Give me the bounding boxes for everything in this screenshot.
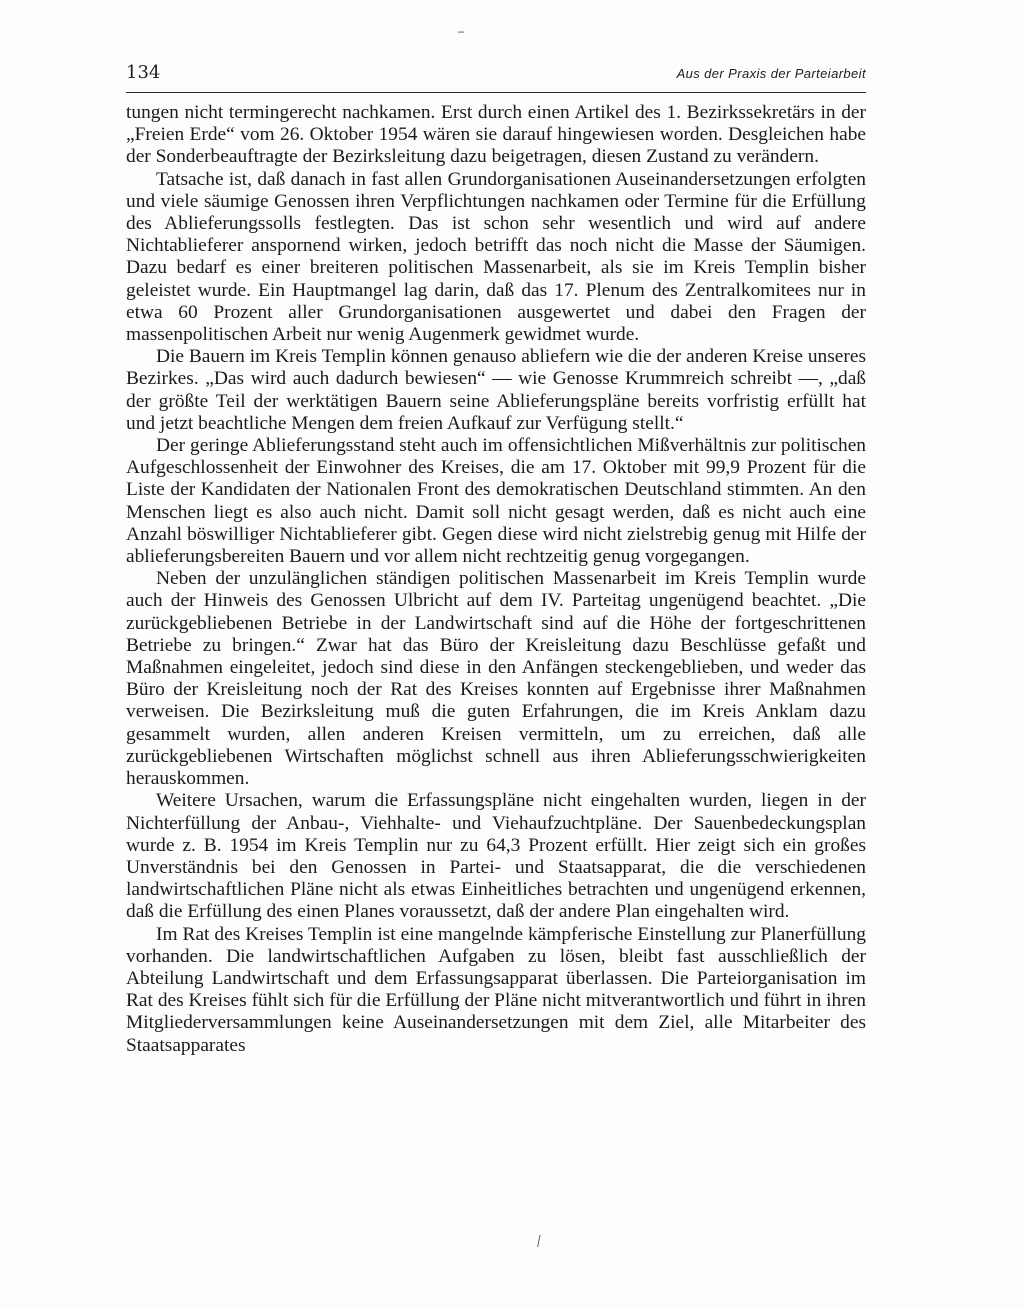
scan-mark-bottom: ⁄ — [535, 1234, 544, 1250]
running-head: Aus der Praxis der Parteiarbeit — [676, 66, 866, 81]
page-header — [126, 62, 866, 93]
paragraph-4: Der geringe Ablieferungsstand steht auch im offensichtlichen Mißverhältnis zur politischen Aufgeschlossenheit der Einwohner des Kreises, die am 17. Oktober mit 99,9 Prozent für die Liste der Kandidaten der Nationalen Front des demokratischen Deutschland stimmten. An den Menschen liegt es also auch nicht. Damit soll nicht gesagt werden, daß es nicht auch eine Anzahl böswilliger Nichtablieferer gibt. Gegen diese wird nicht zielstrebig genug mit Hilfe der ablieferungsbereiten Bauern und vor allem nicht rechtzeitig genug vorgegangen. — [126, 435, 866, 568]
page-number: 134 — [126, 62, 161, 83]
paragraph-3: Die Bauern im Kreis Templin können genauso abliefern wie die der anderen Kreise unseres Bezirkes. „Das wird auch dadurch bewiesen“ — wie Genosse Krummreich schreibt —, „daß der größte Teil der werktätigen Bauern seine Ablieferungspläne bereits vorfristig erfüllt hat und jetzt beachtliche Mengen dem freien Aufkauf zur Verfügung stellt.“ — [126, 346, 866, 434]
body-text — [126, 102, 866, 1057]
paragraph-2: Tatsache ist, daß danach in fast allen Grundorganisationen Auseinandersetzungen erfolgten und viele säumige Genossen ihren Verpflichtungen nachkamen oder Termine für die Erfüllung des Ablieferungssolls festlegten. Das ist schon sehr wesentlich und wird auf andere Nichtablieferer anspornend wirken, jedoch betrifft das noch nicht die Masse der Säumigen. Dazu bedarf es einer breiteren politischen Massenarbeit, als sie im Kreis Templin bisher geleistet wurde. Ein Hauptmangel lag darin, daß das 17. Plenum des Zentralkomitees nur in etwa 60 Prozent aller Grundorganisationen ausgewertet und dabei den Fragen der massenpolitischen Arbeit nur wenig Augenmerk gewidmet wurde. — [126, 168, 866, 346]
scan-mark: ‾ — [458, 30, 464, 44]
paragraph-6: Weitere Ursachen, warum die Erfassungspläne nicht eingehalten wurden, liegen in der Nichterfüllung der Anbau-, Viehhalte- und Viehaufzuchtpläne. Der Sauenbedeckungsplan wurde z. B. 1954 im Kreis Templin nur zu 64,3 Prozent erfüllt. Hier zeigt sich ein großes Unverständnis bei den Genossen in Partei- und Staatsapparat, die die verschiedenen landwirtschaftlichen Pläne nicht als etwas Einheitliches betrachten und ungenügend erkennen, daß die Erfüllung des einen Planes voraussetzt, daß der andere Plan eingehalten wird. — [126, 790, 866, 923]
paragraph-7: Im Rat des Kreises Templin ist eine mangelnde kämpferische Einstellung zur Planerfüllung vorhanden. Die landwirtschaftlichen Aufgaben zu lösen, bleibt fast ausschließlich der Abteilung Landwirtschaft und dem Erfassungsapparat überlassen. Die Parteiorganisation im Rat des Kreises fühlt sich für die Erfüllung der Pläne nicht mitverantwortlich und führt in ihren Mitgliederversammlungen keine Auseinandersetzungen mit dem Ziel, alle Mitarbeiter des Staatsapparates — [126, 923, 866, 1056]
paragraph-1: tungen nicht termingerecht nachkamen. Erst durch einen Artikel des 1. Bezirkssekretärs in der „Freien Erde“ vom 26. Oktober 1954 wären sie darauf hingewiesen worden. Desgleichen habe der Sonderbeauftragte der Bezirksleitung dazu beigetragen, diesen Zustand zu verändern. — [126, 102, 866, 168]
paragraph-5: Neben der unzulänglichen ständigen politischen Massenarbeit im Kreis Templin wurde auch der Hinweis des Genossen Ulbricht auf dem IV. Parteitag ungenügend beachtet. „Die zurückgebliebenen Betriebe in der Landwirtschaft sind auf die Höhe der fortgeschrittenen Betriebe zu bringen.“ Zwar hat das Büro der Kreisleitung dazu Beschlüsse gefaßt und Maßnahmen eingeleitet, jedoch sind diese in den Anfängen steckengeblieben, und weder das Büro der Kreisleitung noch der Rat des Kreises konnten auf Ergebnisse ihrer Maßnahmen verweisen. Die Bezirksleitung muß die guten Erfahrungen, die im Kreis Anklam dazu gesammelt wurden, allen anderen Kreisen vermitteln, um zu erreichen, daß alle zurückgebliebenen Wirtschaften möglichst schnell aus ihren Ablieferungsschwierigkeiten herauskommen. — [126, 568, 866, 790]
